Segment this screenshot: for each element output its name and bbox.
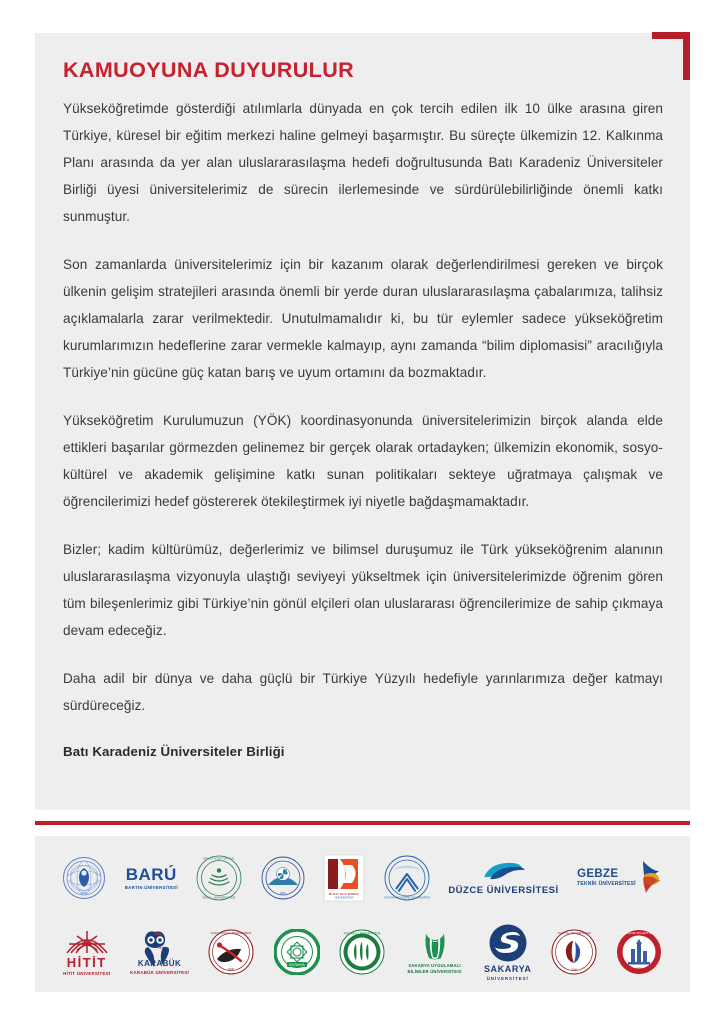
- paragraph-1: Yükseköğretimde gösterdiği atılımlarla dünyada en çok tercih edilen ilk 10 ülke arasına giren Türkiye, küresel bir eğitim merkezi haline gelmeyi başarmıştır. Bu süreçte ülkemizin 12. Kalkınma Planı arasında da yer alan uluslararasılaşma hedefi doğrultusunda Batı Karadeniz Üniversiteler Birliği üyesi üniversitelerimiz de sürecin ilerlemesinde ve sürdürülebilirliğinde önemli katkı sunmuştur.: [63, 101, 663, 224]
- kutahya-dumlupinar-universitesi-logo: [274, 921, 320, 983]
- paragraph-4: Bizler; kadim kültürümüz, değerlerimiz ve bilimsel duruşumuz ile Türk yükseköğrenim alanının uluslararasılaşma vizyonuyla ulaştığı seviyeyi yükseltmek için üniversitelerimizde öğrenim gören tüm bileşenlerimiz gibi Türkiye’nin gönül elçileri olan uluslararası öğrencilerimize de sahip çıkmaya devam edeceğiz.: [63, 542, 663, 638]
- kastamonu-universitesi-logo: [208, 921, 254, 983]
- member-universities-logos-panel: [35, 836, 690, 992]
- svg-text:2006: 2006: [228, 967, 235, 971]
- sakarya-uygulamali-bilimler-universitesi-logo: [405, 921, 465, 983]
- svg-text:KOCAELİ ÜNİVERSİTESİ: KOCAELİ ÜNİVERSİTESİ: [343, 931, 381, 936]
- paragraph-3: Yükseköğretim Kurulumuzun (YÖK) koordinasyonunda üniversitelerimizin birçok alanda elde ettikleri başarılar görmezden gelinemez bir gerçek olarak ortadayken; ülkemizin ekonomik, sosyo-kültürel ve akademik gelişimine katkı sunan politikaları sekteye uğratmaya çalışmak ve öğrencilerimizi hedef göstererek ötekileştirmek iyi niyetle bağdaşmamaktadır.: [63, 413, 663, 509]
- svg-text:ÜNİVERSİTESİ: ÜNİVERSİTESİ: [334, 896, 354, 900]
- page-title: KAMUOYUNA DUYURULUR: [63, 58, 355, 82]
- svg-text:KASTAMONU ÜNİVERSİTESİ: KASTAMONU ÜNİVERSİTESİ: [211, 931, 252, 935]
- sakarya-universitesi-caption: ÜNİVERSİTESİ: [486, 975, 529, 981]
- abant-izzet-baysal-seal-logo: [62, 847, 106, 909]
- logo-row-2: [35, 919, 690, 985]
- svg-text:2005: 2005: [81, 892, 88, 895]
- paragraph-2: Son zamanlarda üniversitelerimiz için bir kazanım olarak değerlendirilmesi gereken ve birçok ülkenin gelişim stratejileri arasında önemli bir yerde duran uluslararasılaşma çabalarımıza, talihsiz açıklamalarla zarar verilmektedir. Unutulmamalıdır ki, bu tür eylemler sadece yükseköğretim kurumlarımızın hedeflerine zarar vermekle kalmayıp, aynı zamanda “bilim diplomasisi” aracılığıyla Türkiye’nin gücüne güç katan barış ve uyum ortamını da bozmaktadır.: [63, 257, 663, 380]
- announcement-content-panel: [35, 33, 690, 810]
- svg-text:KÜTAHYA: KÜTAHYA: [289, 963, 305, 967]
- bolu-abant-izzet-baysal-universitesi-logo: [196, 847, 242, 909]
- hitit-universitesi-caption: HİTİT ÜNİVERSİTESİ: [63, 970, 111, 976]
- svg-text:1992: 1992: [359, 968, 366, 972]
- kocaeli-universitesi-logo: [339, 921, 385, 983]
- paragraph-5: Daha adil bir dünya ve daha güçlü bir Türkiye Yüzyılı hedefiyle yarınlarımıza değer katmayı sürdüreceğiz.: [63, 671, 663, 713]
- hitit-wordmark: HİTİT: [66, 955, 107, 971]
- gebze-teknik-universitesi-logo: [577, 847, 663, 909]
- bartin-universitesi-caption: BARTIN ÜNİVERSİTESİ: [124, 884, 178, 890]
- afyon-kocatepe-universitesi-logo: [384, 847, 430, 909]
- hitit-universitesi-logo: [63, 921, 111, 983]
- svg-text:YALOVA ÜNİVERSİTESİ: YALOVA ÜNİVERSİTESİ: [556, 931, 591, 936]
- svg-text:ABANT İZZET BAYSAL: ABANT İZZET BAYSAL: [203, 856, 236, 861]
- gebze-wordmark-line2: TEKNİK ÜNİVERSİTESİ: [577, 880, 636, 887]
- svg-text:1992: 1992: [636, 967, 643, 971]
- zonguldak-bulent-ecevit-universitesi-logo: [616, 921, 662, 983]
- karabuk-wordmark: KARABÜK: [137, 959, 182, 969]
- svg-text:1975: 1975: [157, 946, 165, 951]
- karabuk-universitesi-caption: KARABÜK ÜNİVERSİTESİ: [130, 969, 189, 975]
- corner-bracket-decoration: [652, 32, 690, 80]
- bilecik-seyh-edebali-universitesi-logo: [323, 847, 365, 909]
- svg-text:2008: 2008: [570, 968, 577, 972]
- sakarya-uygulamali-bilimler-caption: SAKARYA UYGULAMALI BİLİMLER ÜNİVERSİTESİ: [407, 963, 462, 974]
- svg-text:ZONGULDAK BÜLENT ECEVİT: ZONGULDAK BÜLENT ECEVİT: [618, 931, 660, 936]
- signature-line: Batı Karadeniz Üniversiteler Birliği: [63, 744, 285, 759]
- announcement-body: [63, 95, 663, 759]
- baru-wordmark: BARÚ: [125, 865, 177, 885]
- svg-text:BOLU · ÜNİVERSİTESİ: BOLU · ÜNİVERSİTESİ: [202, 895, 236, 900]
- bartin-universitesi-logo: [125, 847, 178, 909]
- yalova-universitesi-logo: [551, 921, 597, 983]
- svg-text:BİLECİK ŞEYH EDEBALİ: BİLECİK ŞEYH EDEBALİ: [329, 893, 360, 896]
- sakarya-wordmark: SAKARYA: [483, 964, 532, 975]
- duzce-universitesi-caption: DÜZCE ÜNİVERSİTESİ: [448, 884, 559, 896]
- duzce-universitesi-logo: [448, 847, 558, 909]
- gebze-wordmark-line1: GEBZE: [577, 868, 619, 881]
- bursa-teknik-universitesi-logo: [261, 847, 305, 909]
- svg-text:2010: 2010: [279, 892, 286, 895]
- section-divider: [35, 821, 690, 825]
- karabuk-universitesi-logo: [130, 921, 189, 983]
- logo-row-1: [35, 845, 690, 911]
- sakarya-universitesi-logo: [484, 921, 532, 983]
- svg-text:AFYON KOCATEPE ÜNİVERSİTESİ: AFYON KOCATEPE ÜNİVERSİTESİ: [383, 895, 430, 900]
